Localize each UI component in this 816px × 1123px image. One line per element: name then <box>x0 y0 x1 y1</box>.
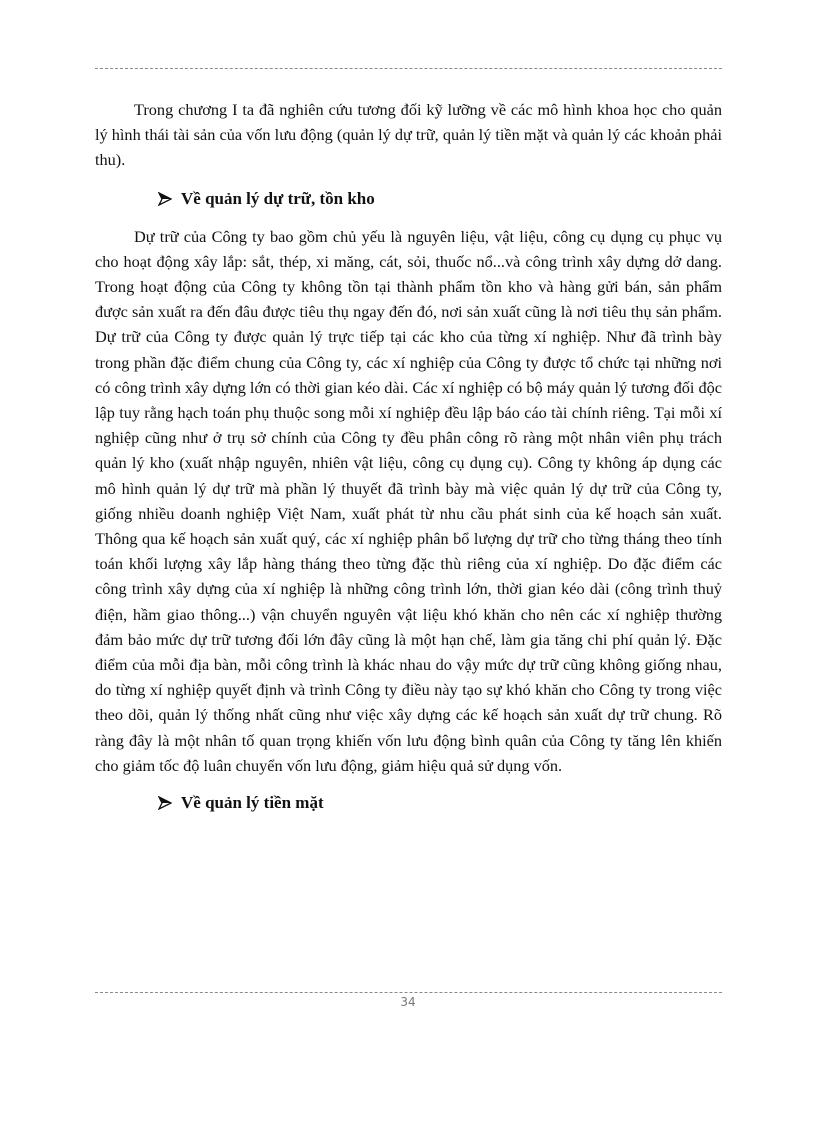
intro-paragraph: Trong chương I ta đã nghiên cứu tương đối kỹ lưỡng về các mô hình khoa học cho quản lý hình thái tài sản của vốn lưu động (quản lý dự trữ, quản lý tiền mặt và quản lý các khoản phải thu). <box>95 100 722 170</box>
section-heading-inventory-text: Về quản lý dự trữ, tồn kho <box>181 188 375 208</box>
section-heading-cash <box>95 790 722 816</box>
header-rule <box>95 68 722 69</box>
section-heading-inventory <box>95 186 722 212</box>
inventory-paragraph: Dự trữ của Công ty bao gồm chủ yếu là nguyên liệu, vật liệu, công cụ dụng cụ phục vụ cho hoạt động xây lắp: sắt, thép, xi măng, cát, sỏi, thuốc nổ...và công trình xây dựng dở dang. Trong hoạt động của Công ty không tồn tại thành phẩm tồn kho và hàng gửi bán, sản phẩm được sản xuất ra đến đâu được tiêu thụ ngay đến đó, nơi sản xuất cũng là nơi tiêu thụ sản phẩm. Dự trữ của Công ty được quản lý trực tiếp tại các kho của từng xí nghiệp. Như đã trình bày trong phần đặc điểm chung của Công ty, các xí nghiệp của Công ty được tổ chức tại những nơi có công trình xây dựng lớn có thời gian kéo dài. Các xí nghiệp có bộ máy quản lý tương đối độc lập tuy rằng hạch toán phụ thuộc song mỗi xí nghiệp đều lập báo cáo tài chính riêng. Tại mỗi xí nghiệp cũng như ở trụ sở chính của Công ty đều phân công rõ ràng một nhân viên phụ trách quản lý kho (xuất nhập nguyên, nhiên vật liệu, công cụ dụng cụ). Công ty không áp dụng các mô hình quản lý dự trữ mà phần lý thuyết đã trình bày mà việc quản lý dự trữ của Công ty, giống nhiều doanh nghiệp Việt Nam, xuất phát từ nhu cầu phát sinh của kế hoạch sản xuất. Thông qua kế hoạch sản xuất quý, các xí nghiệp phân bổ lượng dự trữ cho từng tháng theo tính toán khối lượng xây lắp hàng tháng theo từng đặc thù riêng của xí nghiệp. Do đặc điểm các công trình xây dựng của xí nghiệp là những công trình lớn, thời gian kéo dài (công trình thuỷ điện, hầm giao thông...) vận chuyển nguyên vật liệu khó khăn cho nên các xí nghiệp thường đảm bảo mức dự trữ tương đối lớn đây cũng là một hạn chế, làm gia tăng chi phí quản lý. Đặc điểm của mỗi địa bàn, mỗi công trình là khác nhau do vậy mức dự trữ cũng không giống nhau, do từng xí nghiệp quyết định và trình Công ty điều này tạo sự khó khăn cho Công ty trong việc theo dõi, quản lý thống nhất cũng như việc xây dựng các kế hoạch sản xuất dự trữ chung. Rõ ràng đây là một nhân tố quan trọng khiến vốn lưu động bình quân của Công ty tăng lên khiến cho giảm tốc độ luân chuyển vốn lưu động, giảm hiệu quả sử dụng vốn. <box>95 226 722 775</box>
page-number: 34 <box>400 995 416 1009</box>
section-heading-cash-text: Về quản lý tiền mặt <box>181 793 324 813</box>
footer-rule <box>95 992 722 993</box>
page-content <box>95 97 722 828</box>
arrowhead-bullet-icon <box>158 796 172 810</box>
arrowhead-bullet-icon <box>158 192 172 206</box>
